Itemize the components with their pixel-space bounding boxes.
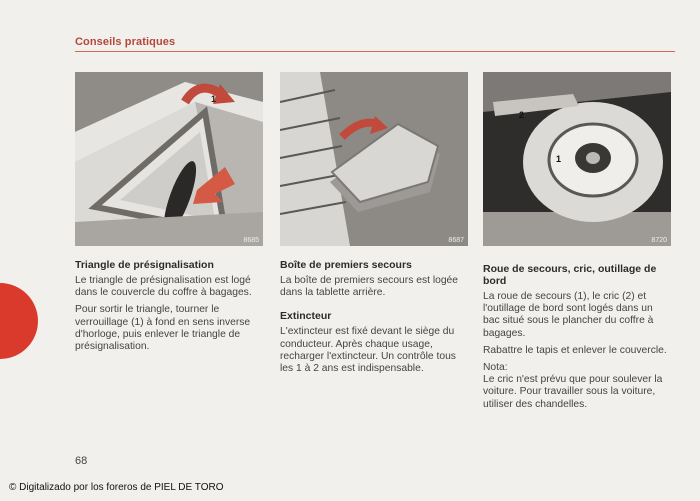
triangle-section [75, 259, 265, 358]
spare-wheel-photo [483, 72, 671, 246]
marker-2: 2 [519, 110, 525, 120]
first-aid-section [280, 259, 470, 380]
spare-wheel-section [483, 263, 671, 416]
chapter-tab [0, 283, 38, 359]
note-label: Nota: [483, 362, 508, 374]
paragraph: La boîte de premiers secours est logée dans la tablette arrière. [280, 275, 459, 299]
paragraph: La roue de secours (1), le cric (2) et l'outillage de bord sont logés dans un bac situé sous le plancher du coffre à bagages. [483, 291, 654, 339]
paragraph: Le triangle de présignalisation est logé dans le couvercle du coffre à bagages. [75, 275, 252, 299]
photo-code: 8685 [243, 237, 259, 244]
triangle-photo [75, 72, 263, 246]
header-rule [75, 51, 675, 52]
paragraph: Pour sortir le triangle, tourner le verrouillage (1) à fond en sens inverse d'horloge, puis enlever le triangle de présignalisation. [75, 304, 251, 353]
photo-code: 8720 [651, 237, 667, 244]
section-heading: Extincteur [280, 310, 332, 323]
section-heading: Roue de secours, cric, outillage de bord [483, 263, 657, 287]
paragraph: Le cric n'est prévu que pour soulever la voiture. Pour travailler sous la voiture, utiliser des chandelles. [483, 374, 663, 410]
paragraph: L'extincteur est fixé devant le siège du conducteur. Après chaque usage, recharger l'extincteur. Un contrôle tous les 1 à 2 ans est indispensable. [280, 326, 456, 375]
paragraph: Rabattre le tapis et enlever le couvercle. [483, 344, 667, 356]
section-heading: Triangle de présignalisation [75, 259, 214, 271]
section-title: Conseils pratiques [75, 36, 176, 48]
marker-1: 1 [556, 154, 562, 164]
photo-code: 8687 [448, 237, 464, 244]
first-aid-photo [280, 72, 468, 246]
footer-credit: © Digitalizado por los foreros de PIEL DE TORO [9, 482, 224, 493]
section-heading: Boîte de premiers secours [280, 259, 412, 271]
marker-1: 1 [211, 94, 217, 104]
page-number: 68 [75, 455, 88, 467]
